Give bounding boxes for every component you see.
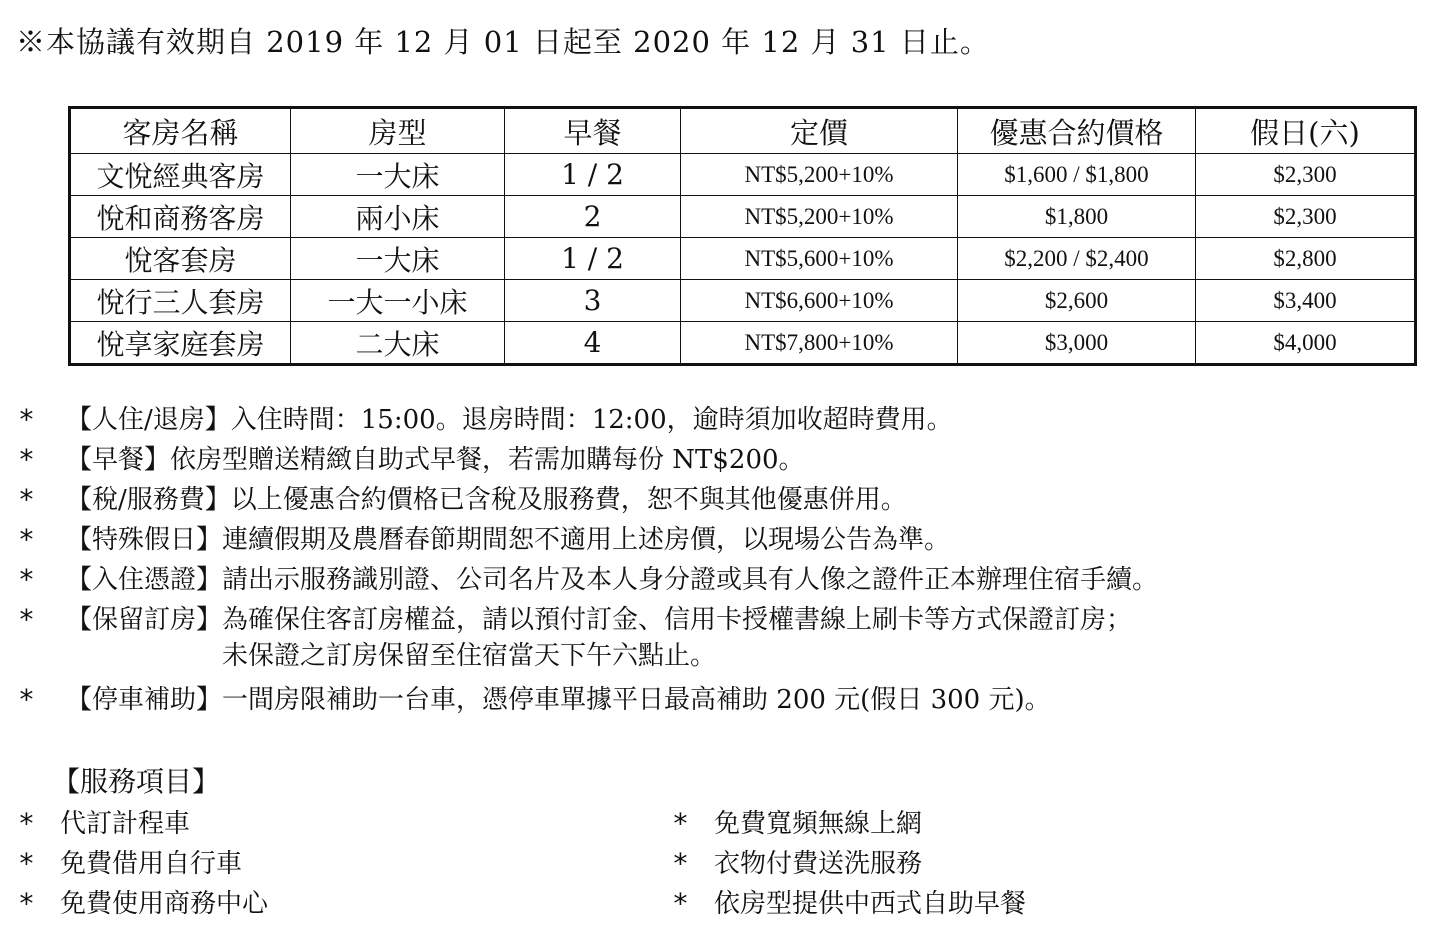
breakfast-cell: 4: [505, 322, 681, 365]
list-price-cell: NT$5,200+10%: [681, 196, 958, 238]
services-list-right: [672, 806, 1026, 926]
holiday-price-cell: $2,300: [1196, 196, 1416, 238]
service-label: 免費使用商務中心: [60, 889, 269, 919]
room-name-cell: 悅行三人套房: [70, 280, 291, 322]
contract-price-cell: $1,600 / $1,800: [958, 154, 1196, 196]
asterisk-bullet: *: [18, 683, 35, 716]
service-item: [672, 806, 1026, 846]
holiday-price-cell: $4,000: [1196, 322, 1416, 365]
table-header-row: [70, 108, 1416, 154]
contract-price-cell: $1,800: [958, 196, 1196, 238]
note-text: 未保證之訂房保留至住宿當天下午六點止。: [222, 641, 717, 671]
breakfast-cell: 1 / 2: [505, 154, 681, 196]
room-type-cell: 一大一小床: [291, 280, 505, 322]
policy-note: [18, 522, 1418, 562]
note-tag: 【停車補助】: [66, 685, 223, 715]
contract-price-cell: $2,600: [958, 280, 1196, 322]
service-label: 免費借用自行車: [60, 849, 243, 879]
asterisk-bullet: *: [18, 603, 35, 636]
service-label: 代訂計程車: [60, 809, 191, 839]
note-text: 為確保住客訂房權益，請以預付訂金、信用卡授權書線上刷卡等方式保證訂房；: [222, 605, 1133, 635]
column-header-room-type: 房型: [291, 108, 505, 154]
list-price-cell: NT$5,200+10%: [681, 154, 958, 196]
breakfast-cell: 1 / 2: [505, 238, 681, 280]
service-item: [18, 846, 268, 886]
room-rate-table: [68, 106, 1417, 366]
note-text: 請出示服務識別證、公司名片及本人身分證或具有人像之證件正本辦理住宿手續。: [222, 565, 1159, 595]
note-text: 一間房限補助一台車，憑停車單據平日最高補助 200 元(假日 300 元)。: [222, 685, 1051, 715]
asterisk-bullet: *: [18, 403, 35, 436]
policy-note: [18, 442, 1418, 482]
holiday-price-cell: $3,400: [1196, 280, 1416, 322]
asterisk-bullet: *: [672, 887, 689, 920]
service-item: [18, 806, 268, 846]
breakfast-cell: 3: [505, 280, 681, 322]
service-item: [672, 886, 1026, 926]
column-header-contract-price: 優惠合約價格: [958, 108, 1196, 154]
note-tag: 【人住/退房】: [66, 405, 231, 435]
asterisk-bullet: *: [18, 847, 35, 880]
policy-notes: [18, 402, 1418, 722]
asterisk-bullet: *: [18, 483, 35, 516]
contract-price-cell: $2,200 / $2,400: [958, 238, 1196, 280]
note-tag: 【特殊假日】: [66, 525, 223, 555]
room-name-cell: 文悅經典客房: [70, 154, 291, 196]
service-item: [18, 886, 268, 926]
column-header-room-name: 客房名稱: [70, 108, 291, 154]
table-row: [70, 238, 1416, 280]
policy-note: [18, 562, 1418, 602]
asterisk-bullet: *: [18, 523, 35, 556]
list-price-cell: NT$7,800+10%: [681, 322, 958, 365]
room-name-cell: 悅和商務客房: [70, 196, 291, 238]
asterisk-bullet: *: [672, 807, 689, 840]
column-header-holiday-price: 假日(六): [1196, 108, 1416, 154]
room-type-cell: 一大床: [291, 238, 505, 280]
list-price-cell: NT$6,600+10%: [681, 280, 958, 322]
table-row: [70, 154, 1416, 196]
note-tag: 【入住憑證】: [66, 565, 223, 595]
contract-price-cell: $3,000: [958, 322, 1196, 365]
column-header-list-price: 定價: [681, 108, 958, 154]
breakfast-cell: 2: [505, 196, 681, 238]
room-type-cell: 兩小床: [291, 196, 505, 238]
table-row: [70, 280, 1416, 322]
note-tag: 【稅/服務費】: [66, 485, 231, 515]
services-title: 【服務項目】: [52, 765, 221, 798]
service-item: [672, 846, 1026, 886]
holiday-price-cell: $2,300: [1196, 154, 1416, 196]
room-name-cell: 悅客套房: [70, 238, 291, 280]
note-text: 連續假期及農曆春節期間恕不適用上述房價，以現場公告為準。: [222, 525, 951, 555]
room-name-cell: 悅享家庭套房: [70, 322, 291, 365]
asterisk-bullet: *: [672, 847, 689, 880]
services-list-left: [18, 806, 268, 926]
list-price-cell: NT$5,600+10%: [681, 238, 958, 280]
table-row: [70, 196, 1416, 238]
asterisk-bullet: *: [18, 563, 35, 596]
room-type-cell: 一大床: [291, 154, 505, 196]
policy-note: [18, 602, 1418, 682]
asterisk-bullet: *: [18, 443, 35, 476]
note-text: 依房型贈送精緻自助式早餐，若需加購每份 NT$200。: [170, 445, 805, 475]
holiday-price-cell: $2,800: [1196, 238, 1416, 280]
note-text: 入住時間：15:00。退房時間：12:00，逾時須加收超時費用。: [230, 405, 953, 435]
note-tag: 【保留訂房】: [66, 605, 223, 635]
column-header-breakfast: 早餐: [505, 108, 681, 154]
note-tag: 【早餐】: [66, 445, 171, 475]
asterisk-bullet: *: [18, 887, 35, 920]
asterisk-bullet: *: [18, 807, 35, 840]
room-type-cell: 二大床: [291, 322, 505, 365]
policy-note: [18, 682, 1418, 722]
service-label: 免費寬頻無線上網: [714, 809, 923, 839]
service-label: 依房型提供中西式自助早餐: [714, 889, 1027, 919]
table-row: [70, 322, 1416, 365]
policy-note: [18, 402, 1418, 442]
policy-note: [18, 482, 1418, 522]
validity-period: ※本協議有效期自 2019 年 12 月 01 日起至 2020 年 12 月 31 日止。: [16, 25, 990, 59]
note-text: 以上優惠合約價格已含稅及服務費，恕不與其他優惠併用。: [230, 485, 907, 515]
service-label: 衣物付費送洗服務: [714, 849, 923, 879]
